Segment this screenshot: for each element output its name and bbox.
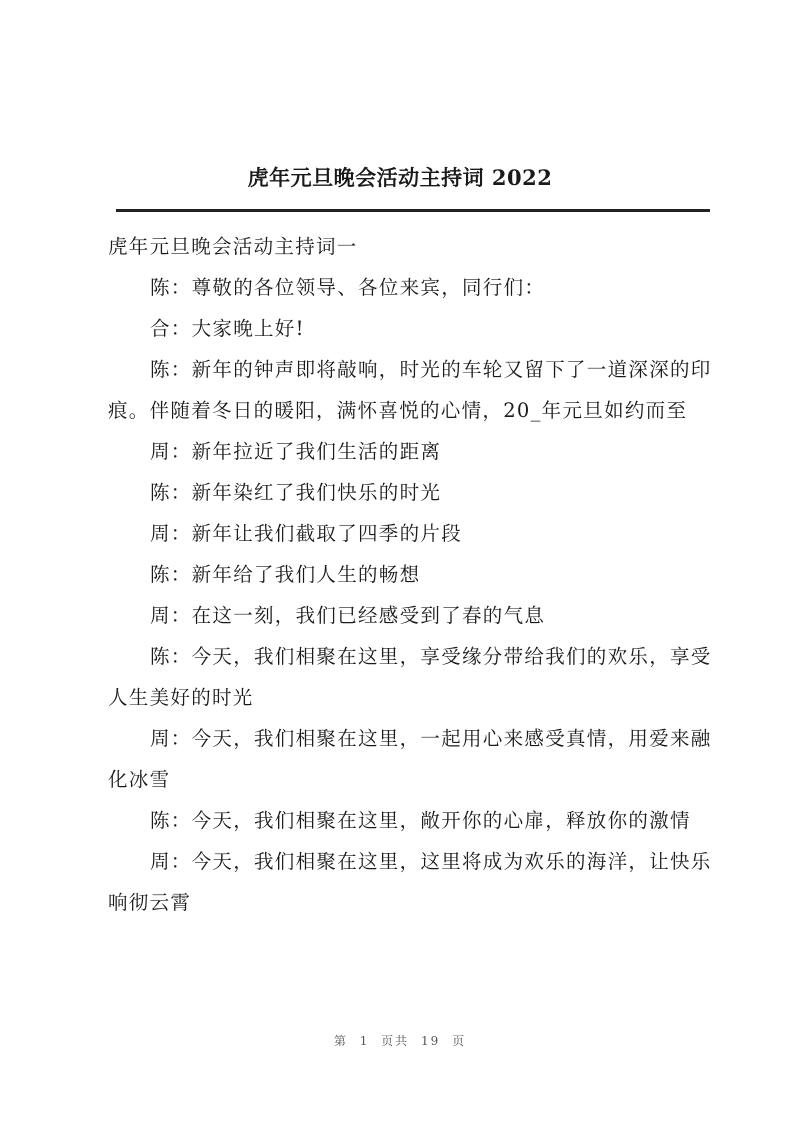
- paragraph: 陈：新年染红了我们快乐的时光: [150, 481, 442, 504]
- page-title: 虎年元旦晚会活动主持词 2022: [247, 165, 553, 190]
- paragraph: 周：在这一刻，我们已经感受到了春的气息: [150, 604, 546, 627]
- paragraph: 周：今天，我们相聚在这里，这里将成为欢乐的海洋，让快乐响彻云霄: [108, 850, 712, 914]
- page-number-footer: 第 1 页共 19 页: [333, 1034, 467, 1048]
- paragraph: 陈：今天，我们相聚在这里，享受缘分带给我们的欢乐，享受人生美好的时光: [108, 645, 712, 709]
- section-heading: 虎年元旦晚会活动主持词一: [108, 235, 358, 258]
- paragraph: 陈：新年给了我们人生的畅想: [150, 563, 421, 586]
- paragraph: 陈：新年的钟声即将敲响，时光的车轮又留下了一道深深的印痕。伴随着冬日的暖阳，满怀喜悦的心情，20_年元旦如约而至: [108, 358, 712, 422]
- paragraph: 周：新年让我们截取了四季的片段: [150, 522, 463, 545]
- paragraph: 周：今天，我们相聚在这里，一起用心来感受真情，用爱来融化冰雪: [108, 727, 712, 791]
- paragraph: 陈：今天，我们相聚在这里，敞开你的心扉，释放你的激情: [150, 809, 691, 832]
- paragraph: 周：新年拉近了我们生活的距离: [150, 440, 442, 463]
- document-body: [108, 226, 712, 923]
- paragraph: 合：大家晚上好!: [150, 317, 305, 340]
- title-divider: [116, 209, 710, 212]
- paragraph: 陈：尊敬的各位领导、各位来宾，同行们：: [150, 276, 546, 299]
